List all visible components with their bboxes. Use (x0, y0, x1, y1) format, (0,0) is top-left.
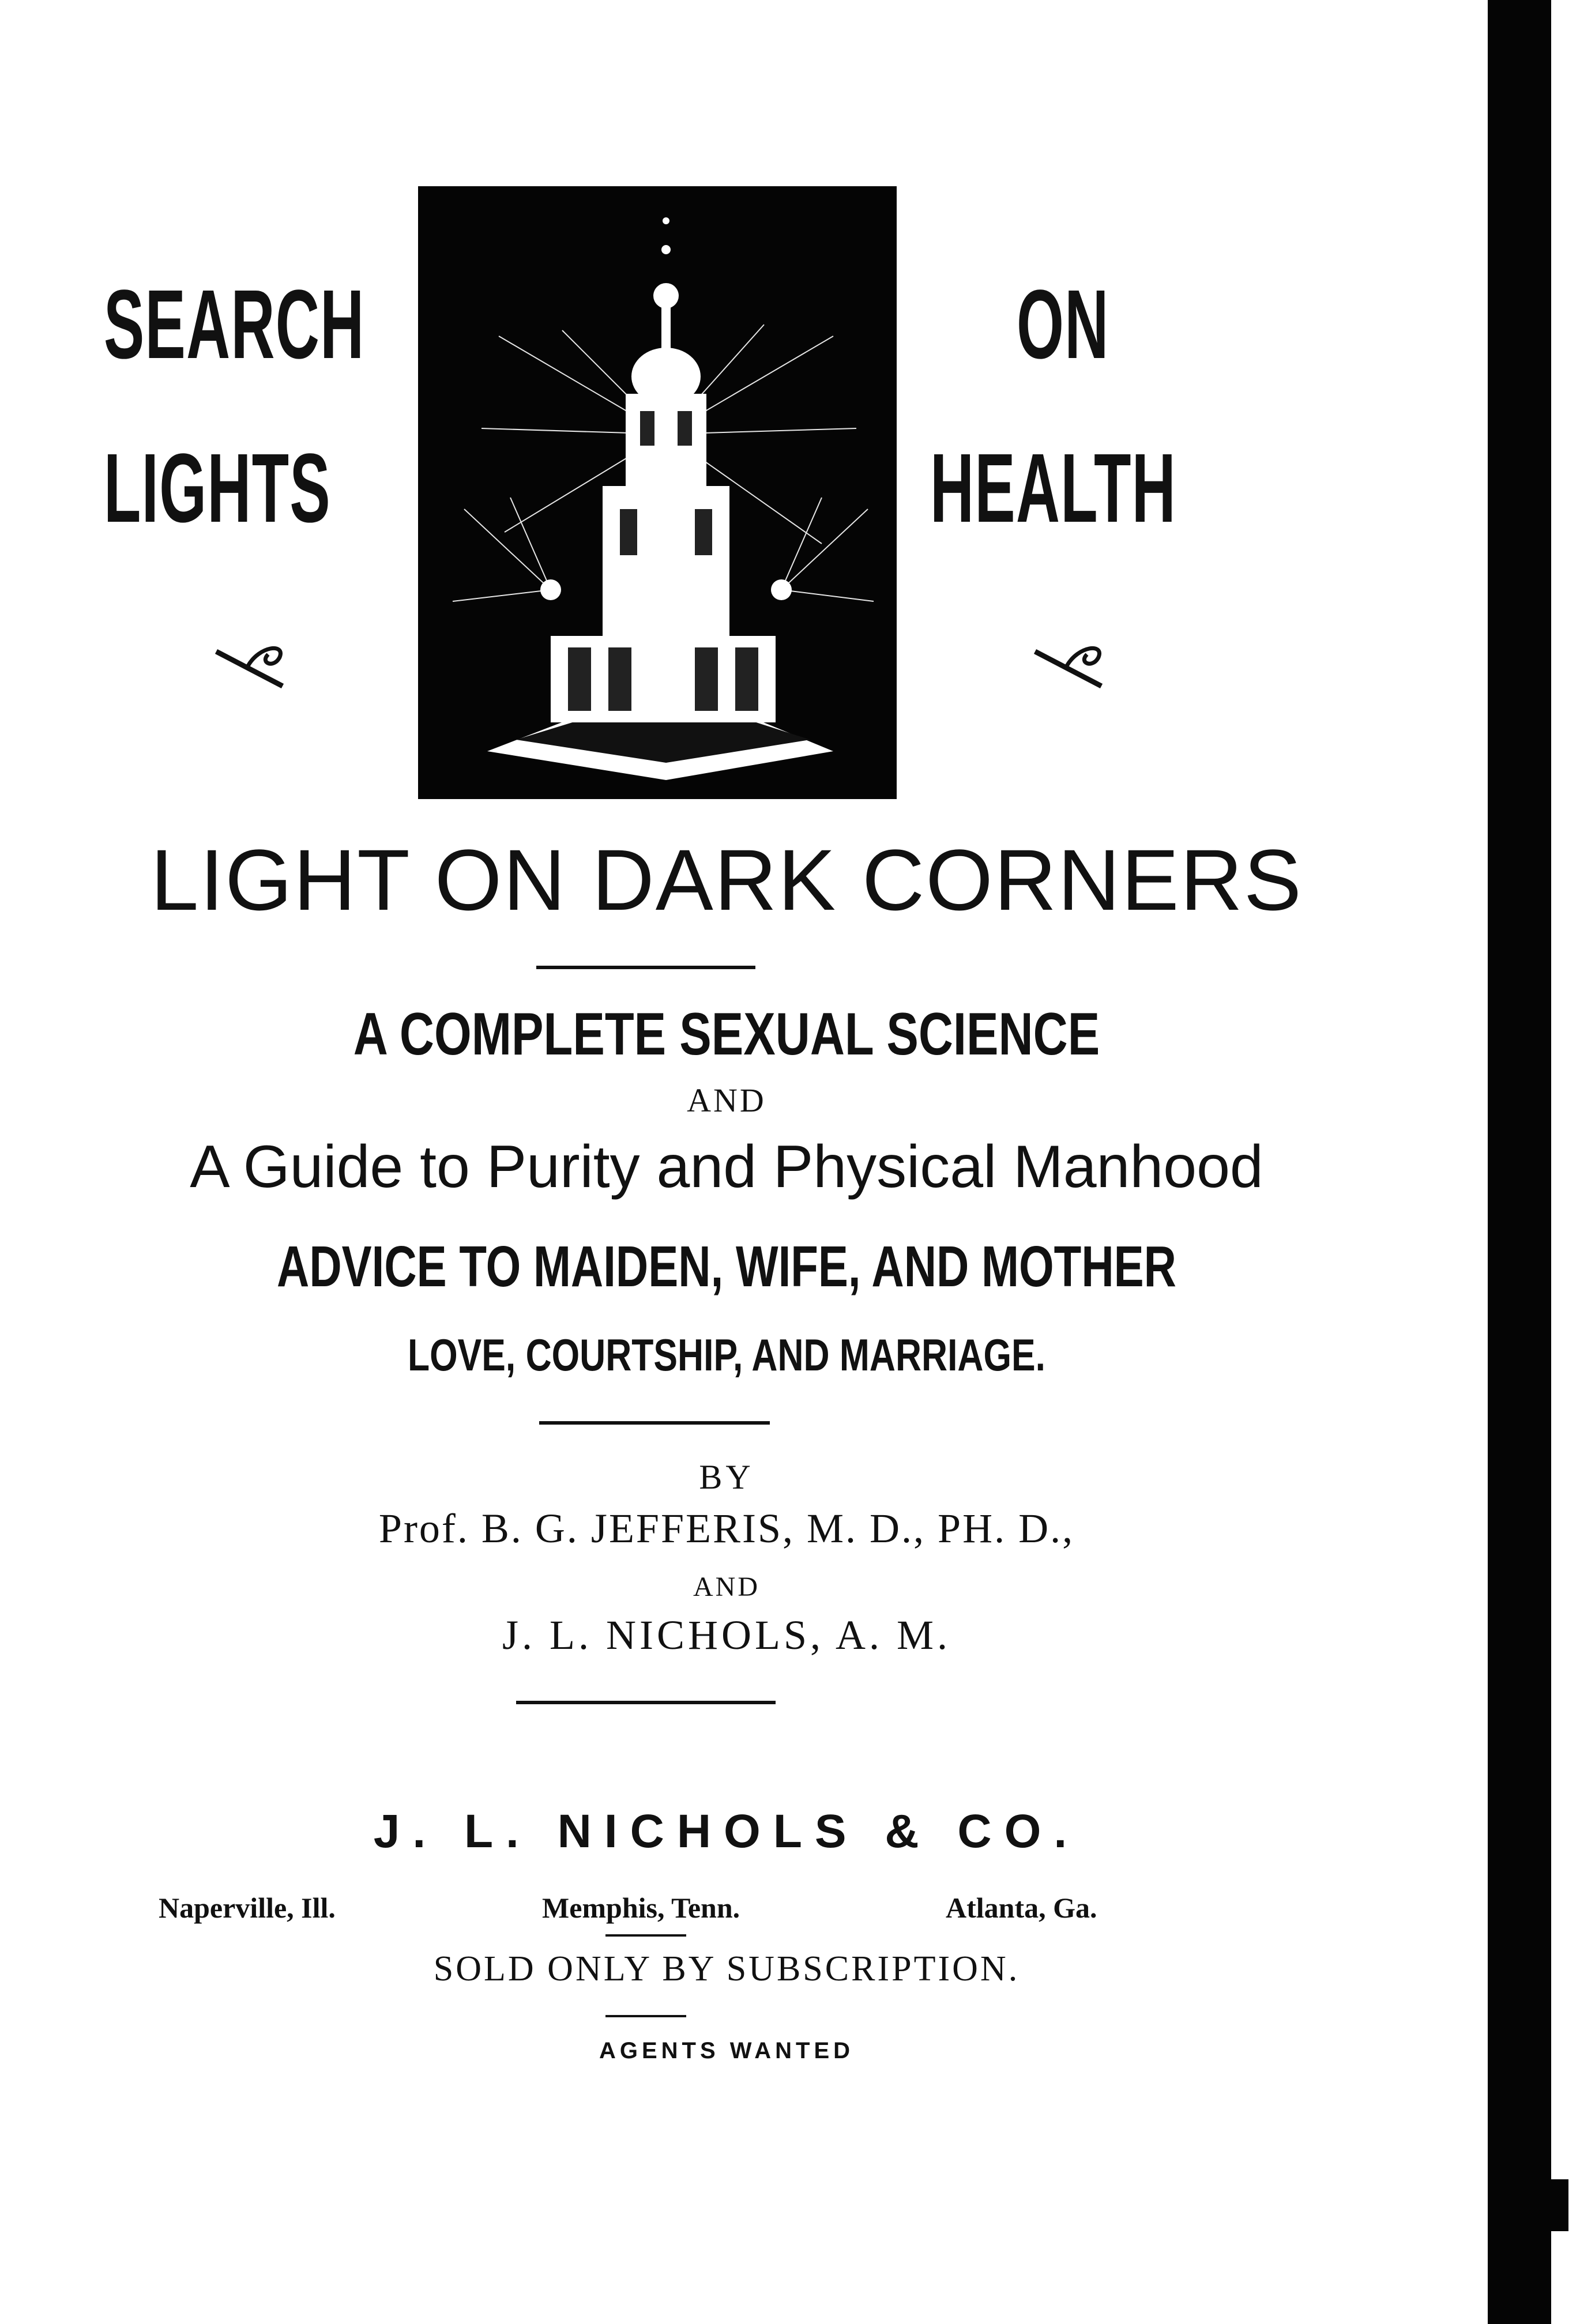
book-spine-notch (1551, 2179, 1568, 2231)
author-conjunction: AND (693, 1572, 760, 1602)
guide-line: A Guide to Purity and Physical Manhood (190, 1133, 1263, 1200)
city-naperville: Naperville, Ill. (159, 1892, 336, 1924)
illuminated-tower-icon (418, 186, 897, 799)
tower-illustration (418, 186, 897, 799)
publisher-name: J. L. NICHOLS & CO. (373, 1805, 1080, 1858)
author-nichols: J. L. NICHOLS, A. M. (502, 1612, 951, 1658)
title-word-lights: LIGHTS (104, 434, 331, 543)
advice-line: ADVICE TO MAIDEN, WIFE, AND MOTHER (277, 1234, 1176, 1299)
city-memphis: Memphis, Tenn. (542, 1892, 740, 1924)
divider-rule (605, 1934, 686, 1937)
divider-rule (516, 1701, 776, 1704)
title-word-on: ON (1017, 270, 1109, 379)
subtitle: A COMPLETE SEXUAL SCIENCE (353, 1001, 1100, 1068)
author-jefferis: Prof. B. G. JEFFERIS, M. D., PH. D., (378, 1505, 1075, 1551)
city-atlanta: Atlanta, Ga. (946, 1892, 1097, 1924)
title-word-search: SEARCH (104, 270, 365, 379)
title-word-health: HEALTH (930, 434, 1177, 543)
left-flourish-icon (213, 640, 294, 692)
by-label: BY (699, 1458, 754, 1496)
sold-notice: SOLD ONLY BY SUBSCRIPTION. (433, 1949, 1020, 1988)
main-title: LIGHT ON DARK CORNERS (151, 831, 1303, 928)
divider-rule (536, 966, 755, 969)
divider-rule (539, 1421, 770, 1425)
agents-notice: AGENTS WANTED (599, 2038, 855, 2063)
divider-rule (605, 2015, 686, 2017)
right-flourish-icon (1032, 640, 1113, 692)
love-line: LOVE, COURTSHIP, AND MARRIAGE. (408, 1329, 1045, 1380)
conjunction-and: AND (687, 1082, 766, 1119)
book-spine-edge (1488, 0, 1551, 2324)
